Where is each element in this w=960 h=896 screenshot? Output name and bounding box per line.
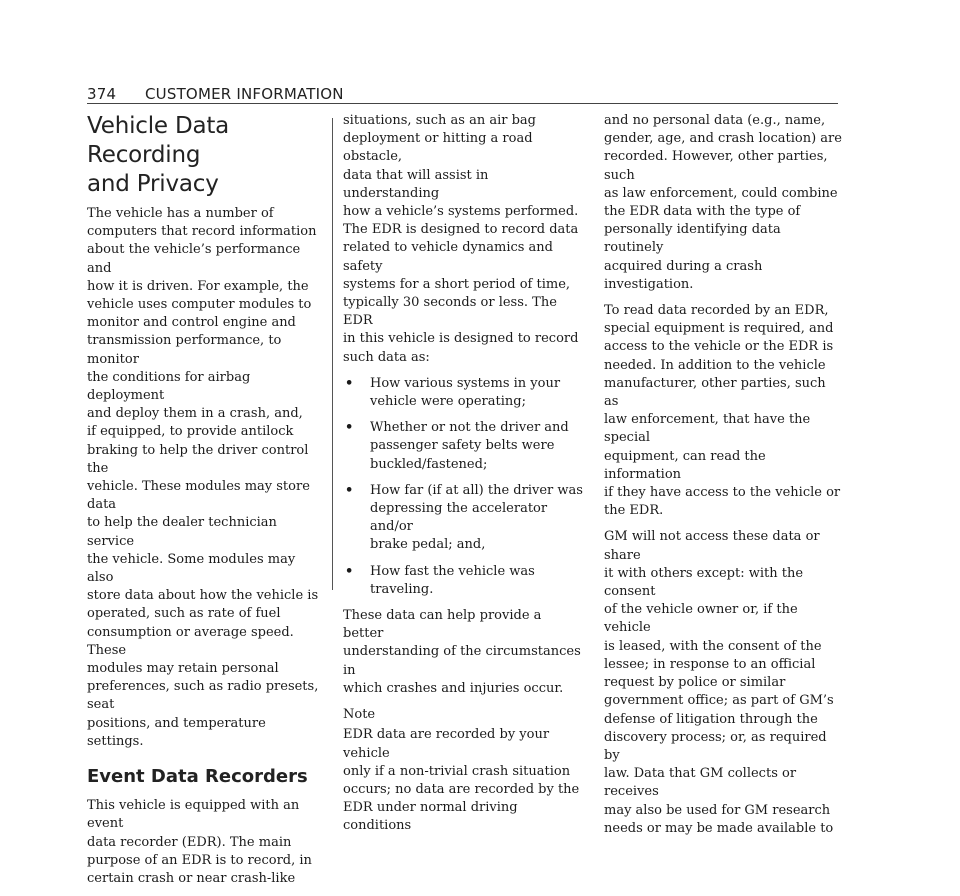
section-title: CUSTOMER INFORMATION xyxy=(145,85,344,103)
paragraph-edr-intro: This vehicle is equipped with an event data recorder (EDR). The main purpose of an EDR is to record, in certain crash or near crash-like xyxy=(87,798,312,886)
bullet-icon: • xyxy=(345,482,354,498)
list-item-text: How various systems in your vehicle were operating; xyxy=(370,375,561,410)
list-item xyxy=(343,482,583,555)
bullet-icon: • xyxy=(345,563,354,579)
column-3 xyxy=(604,112,844,846)
column-1 xyxy=(87,112,323,896)
list-item xyxy=(343,419,583,474)
page-heading: Vehicle Data Recording and Privacy xyxy=(87,113,230,197)
paragraph-vehicle-computers: The vehicle has a number of computers that record information about the vehicle’s performance and how it is driven. For example, the vehicle uses computer modules to monitor and control engine and transmission performance, to monitor the conditions for airbag deployment and deploy them in a crash, and, if equipped, to provide antilock braking to help the driver control the vehicle. These modules may store data to help the dealer technician service the vehicle. Some modules may also store data about how the vehicle is operated, such as rate of fuel consumption or average speed. These modules may retain personal preferences, such as radio presets, seat positions, and temperature settings. xyxy=(87,206,319,749)
note-label: Note xyxy=(343,707,376,723)
list-item xyxy=(343,563,583,599)
list-item-text: Whether or not the driver and passenger safety belts were buckled/fastened; xyxy=(370,420,569,472)
heading-event-data-recorders: Event Data Recorders xyxy=(87,766,308,788)
paragraph-note: EDR data are recorded by your vehicle only if a non-trivial crash situation occurs; no data are recorded by the EDR under normal driving conditions xyxy=(343,727,580,834)
header-rule xyxy=(87,103,838,104)
bullet-icon: • xyxy=(345,375,354,391)
paragraph-reading-data: To read data recorded by an EDR, special equipment is required, and access to the vehicle or the EDR is needed. In addition to the vehicle manufacturer, other parties, such as law enforcement, that have the special equipment, can read the information if they have access to the vehicle or the EDR. xyxy=(604,303,841,519)
bullet-icon: • xyxy=(345,420,354,436)
list-item xyxy=(343,375,583,411)
paragraph-edr-purpose: situations, such as an air bag deployment or hitting a road obstacle, data that will assist in understanding how a vehicle’s systems performed. The EDR is designed to record data related to vehicle dynamics and safety systems for a short period of time, typically 30 seconds or less. The EDR in this vehicle is designed to record such data as: xyxy=(343,113,579,365)
paragraph-gm-access: GM will not access these data or share it with others except: with the consent of the vehicle owner or, if the vehicle is leased, with the consent of the lessee; in response to an official request by police or similar government office; as part of GM’s defense of litigation through the discovery process; or, as required by law. Data that GM collects or receives may also be used for GM research needs or may be made available to xyxy=(604,529,834,836)
list-item-text: How far (if at all) the driver was depressing the accelerator and/or brake pedal; and, xyxy=(370,482,583,553)
page-number: 374 xyxy=(87,85,117,103)
paragraph-no-personal-data: and no personal data (e.g., name, gender, age, and crash location) are recorded. However, other parties, such as law enforcement, could combine the EDR data with the type of personally identifying data routinely acquired during a crash investigation. xyxy=(604,113,842,292)
column-divider xyxy=(332,118,333,590)
list-item-text: How fast the vehicle was traveling. xyxy=(370,563,535,597)
paragraph-understanding: These data can help provide a better understanding of the circumstances in which crashes and injuries occur. xyxy=(343,608,581,696)
column-2 xyxy=(343,112,583,844)
